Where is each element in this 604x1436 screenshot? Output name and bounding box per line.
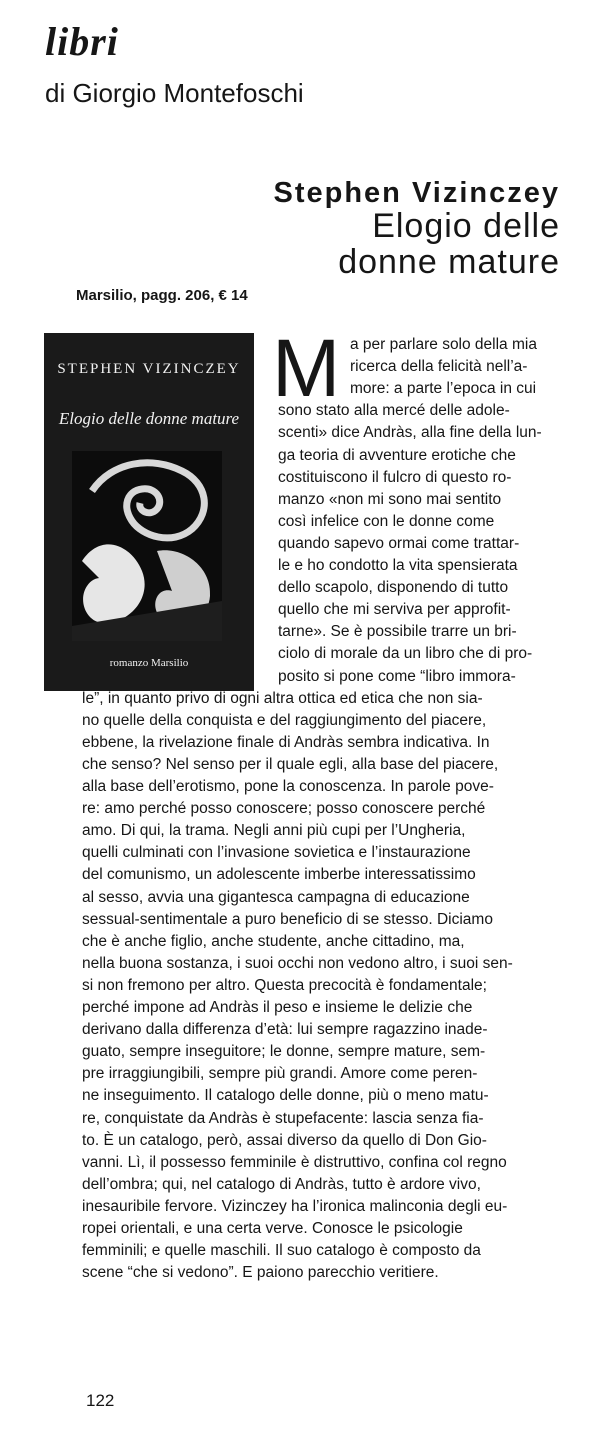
- article-line: re, conquistate da Andràs è stupefacente: lascia senza fia-: [82, 1109, 484, 1127]
- article-line: al sesso, avvia una gigantesca campagna di educazione: [82, 888, 470, 906]
- article-line: more: a parte l’epoca in cui: [350, 380, 537, 398]
- book-author: Stephen Vizinczey: [273, 177, 560, 209]
- article-line: dell’ombra; qui, nel catalogo di Andràs, tutto è ardore vivo,: [82, 1175, 481, 1193]
- article-line: manzo «non mi sono mai sentito: [278, 490, 502, 508]
- article-line: ciolo di morale da un libro che di pro-: [278, 645, 533, 663]
- article-line: si non fremono per altro. Questa precocità è fondamentale;: [82, 976, 487, 994]
- article-line: ga teoria di avventure erotiche che: [278, 446, 516, 464]
- byline: di Giorgio Montefoschi: [45, 78, 304, 108]
- article-line: ricerca della felicità nell’a-: [350, 358, 528, 376]
- article-line: alla base dell’erotismo, pone la conoscenza. In parole pove-: [82, 778, 494, 795]
- article-line: quello che mi serviva per approfit-: [278, 601, 511, 619]
- article-line: che è anche figlio, anche studente, anche cittadino, ma,: [82, 932, 465, 950]
- article-line: perché impone ad Andràs il peso e insieme le delizie che: [82, 999, 473, 1016]
- article-line: costituiscono il fulcro di questo ro-: [278, 468, 512, 486]
- article-line: sessual-sentimentale a puro beneficio di se stesso. Diciamo: [82, 910, 493, 928]
- article-line: re: amo perché posso conoscere; posso conoscere perché: [82, 800, 486, 818]
- article-line: scene “che si vedono”. E paiono parecchio veritiere.: [82, 1264, 439, 1282]
- cover-author: STEPHEN VIZINCZEY: [57, 361, 241, 377]
- book-title-line-2: donne mature: [338, 243, 560, 281]
- section-label: libri: [45, 19, 119, 64]
- book-title: [140, 208, 560, 280]
- article-line: le”, in quanto privo di ogni altra ottica ed etica che non sia-: [82, 689, 483, 707]
- cover-artwork: [72, 451, 222, 641]
- article-line: ne inseguimento. Il catalogo delle donne, più o meno matu-: [82, 1087, 489, 1105]
- article-line: così infelice con le donne come: [278, 512, 495, 530]
- article-line: a per parlare solo della mia: [350, 336, 537, 353]
- article-line: guato, sempre inseguitore; le donne, sempre mature, sem-: [82, 1043, 486, 1061]
- page-number: 122: [86, 1391, 115, 1410]
- article-line: quelli culminati con l’invasione sovietica e l’instaurazione: [82, 844, 471, 862]
- article-line: derivano dalla differenza d’età: lui sempre ragazzino inade-: [82, 1021, 488, 1039]
- cover-publisher: romanzo Marsilio: [109, 657, 189, 669]
- article-line: posito si pone come “libro immora-: [278, 667, 516, 685]
- article-line: amo. Di qui, la trama. Negli anni più cupi per l’Ungheria,: [82, 822, 466, 840]
- article-line: inesauribile fervore. Vizinczey ha l’ironica malinconia degli eu-: [82, 1197, 508, 1215]
- article-line: to. È un catalogo, però, assai diverso da quello di Don Gio-: [82, 1131, 487, 1149]
- article-line: che senso? Nel senso per il quale egli, alla base del piacere,: [82, 755, 499, 773]
- article-line: tarne». Se è possibile trarre un bri-: [278, 623, 517, 641]
- publisher-info: Marsilio, pagg. 206, € 14: [76, 287, 248, 304]
- article-line: pre irraggiungibili, sempre più grandi. Amore come peren-: [82, 1065, 478, 1083]
- article-line: no quelle della conquista e del raggiungimento del piacere,: [82, 711, 487, 729]
- book-cover-image: [44, 333, 254, 691]
- book-title-line-1: Elogio delle: [372, 207, 560, 245]
- article-line: nella buona sostanza, i suoi occhi non vedono altro, i suoi sen-: [82, 954, 513, 972]
- article-line: quando sapevo ormai come trattar-: [278, 534, 520, 552]
- article-line: ropei orientali, e una certa verve. Conosce le psicologie: [82, 1220, 463, 1237]
- article-line: vanni. Lì, il possesso femminile è distruttivo, confina col regno: [82, 1153, 507, 1171]
- article-line: scenti» dice Andràs, alla fine della lun-: [278, 424, 542, 442]
- cover-title: Elogio delle donne mature: [58, 409, 240, 428]
- article-line: le e ho condotto la vita spensierata: [278, 557, 518, 574]
- article-line: del comunismo, un adolescente imberbe interessatissimo: [82, 866, 476, 884]
- drop-cap: M: [272, 323, 341, 414]
- article-line: dello scapolo, disponendo di tutto: [278, 579, 509, 597]
- article-line: sono stato alla mercé delle adole-: [278, 402, 510, 420]
- article-line: ebbene, la rivelazione finale di Andràs sembra indicativa. In: [82, 733, 490, 751]
- article-line: femminili; e quelle maschili. Il suo catalogo è composto da: [82, 1242, 481, 1260]
